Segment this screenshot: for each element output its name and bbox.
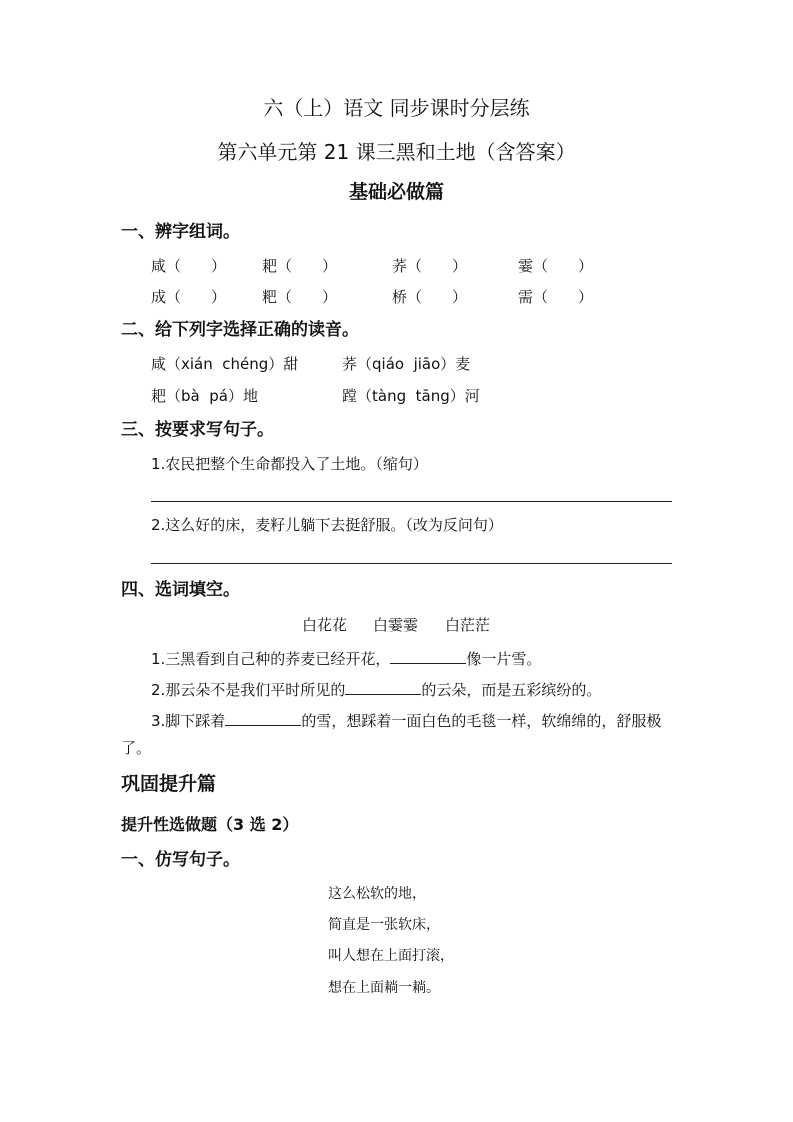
- q4-sentence-1: [151, 649, 541, 667]
- poem-line-3: 叫人想在上面打滚，: [328, 948, 454, 964]
- q2-item-1: 咸（xián chéng）甜: [151, 355, 299, 373]
- q3-answer-line-2[interactable]: [151, 563, 672, 564]
- q4-sentence-3: [151, 711, 661, 729]
- page-subtitle: 第六单元第 21 课三黑和土地（含答案）: [217, 140, 576, 164]
- q4-blank-3[interactable]: [225, 711, 301, 726]
- optional-heading: 提升性选做题（3 选 2）: [121, 815, 299, 834]
- q4-blank-1[interactable]: [390, 649, 466, 664]
- q4-heading: 四、选词填空。: [121, 580, 240, 600]
- q5-heading: 一、仿写句子。: [121, 850, 240, 870]
- q2-item-4: 蹚（tàng tāng）河: [342, 387, 480, 405]
- q3-sentence-1: 1.农民把整个生命都投入了土地。（缩句）: [151, 455, 428, 473]
- q4-s2-part-a: 2.那云朵不是我们平时所见的: [151, 681, 346, 699]
- q1-r2-c4: 需（ ）: [518, 288, 594, 306]
- q1-r1-c4: 霎（ ）: [518, 257, 594, 275]
- poem-line-1: 这么松软的地，: [328, 886, 426, 902]
- q4-sentence-3-cont: 了。: [121, 739, 152, 757]
- q1-heading: 一、辨字组词。: [121, 222, 240, 242]
- q4-s1-part-b: 像一片雪。: [466, 650, 542, 668]
- q2-heading: 二、给下列字选择正确的读音。: [121, 320, 359, 340]
- page-title: 六（上）语文 同步课时分层练: [263, 96, 530, 120]
- q2-item-3: 耙（bà pá）地: [151, 387, 258, 405]
- q4-sentence-2: [151, 680, 601, 698]
- level-advance-heading: 巩固提升篇: [121, 773, 217, 795]
- q4-s3-part-a: 3.脚下踩着: [151, 712, 226, 730]
- q1-r1-c3: 荞（ ）: [392, 257, 468, 275]
- q4-word-3: 白茫茫: [445, 616, 491, 634]
- q1-r1-c2: 耙（ ）: [262, 257, 338, 275]
- q4-word-2: 白霎霎: [373, 616, 419, 634]
- q4-blank-2[interactable]: [345, 680, 421, 695]
- q4-s3-part-b: 的雪，想踩着一面白色的毛毯一样，软绵绵的，舒服极: [301, 712, 662, 730]
- q3-sentence-2: 2.这么好的床，麦籽儿躺下去挺舒服。（改为反问句）: [151, 516, 503, 534]
- q1-r2-c2: 粑（ ）: [262, 288, 338, 306]
- q3-answer-line-1[interactable]: [151, 501, 672, 502]
- q2-item-2: 荞（qiáo jiāo）麦: [342, 355, 471, 373]
- q3-heading: 三、按要求写句子。: [121, 420, 274, 440]
- q4-s2-part-b: 的云朵，而是五彩缤纷的。: [421, 681, 602, 699]
- q1-r1-c1: 咸（ ）: [151, 257, 227, 275]
- q4-word-1: 白花花: [302, 616, 348, 634]
- q4-s1-part-a: 1.三黑看到自己种的荞麦已经开花，: [151, 650, 391, 668]
- level-basic-heading: 基础必做篇: [348, 181, 444, 203]
- q1-r2-c3: 桥（ ）: [392, 288, 468, 306]
- poem-line-4: 想在上面耥一耥。: [328, 980, 440, 996]
- q1-r2-c1: 成（ ）: [151, 288, 227, 306]
- poem-line-2: 简直是一张软床，: [328, 917, 440, 933]
